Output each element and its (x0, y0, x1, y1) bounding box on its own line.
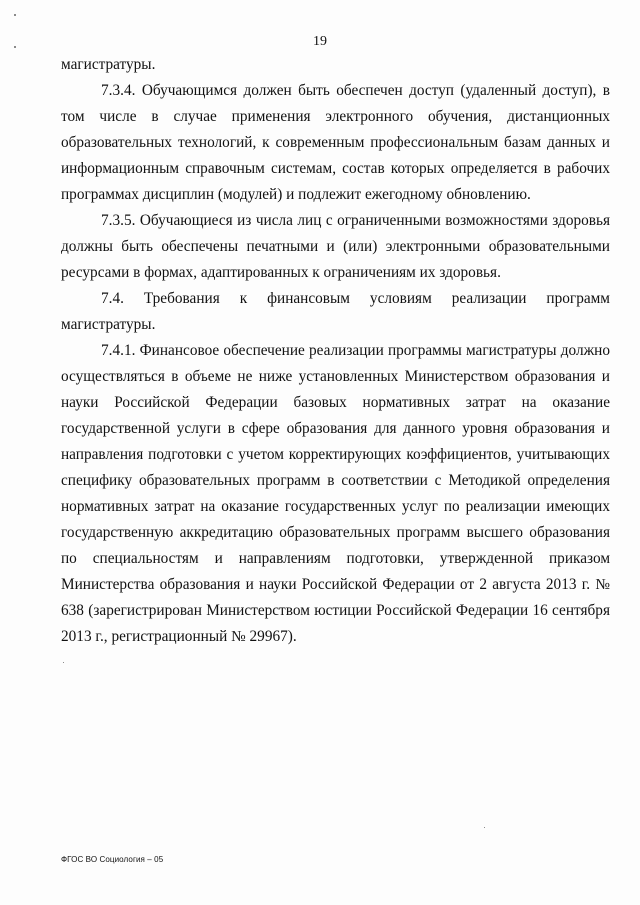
paragraph-7-3-5: 7.3.5. Обучающиеся из числа лиц с ограниченными возможностями здоровья должны быть обеспечены печатными и (или) электронными образовательными ресурсами в формах, адаптированных к ограничениям их здоровья. (61, 212, 610, 281)
scan-speck (14, 14, 16, 16)
paragraph-7-4-1: 7.4.1. Финансовое обеспечение реализации программы магистратуры должно осуществляться в объеме не ниже установленных Министерством образования и науки Российской Федерации базовых нормативных затрат на оказание государственной услуги в сфере образования для данного уровня образования и направления подготовки с учетом корректирующих коэффициентов, учитывающих специфику образовательных программ в соответствии с Методикой определения нормативных затрат на оказание государственных услуг по реализации имеющих государственную аккредитацию образовательных программ высшего образования по специальностям и направлениям подготовки, утвержденной приказом Министерства образования и науки Российской Федерации от 2 августа 2013 г. № 638 (зарегистрирован Министерством юстиции Российской Федерации 16 сентября 2013 г., регистрационный № 29967). (61, 342, 610, 645)
body-text (61, 52, 610, 650)
paragraph-continuation: магистратуры. (61, 56, 156, 73)
scan-speck (63, 662, 64, 663)
paragraph-7-3-4: 7.3.4. Обучающимся должен быть обеспечен доступ (удаленный доступ), в том числе в случае применения электронного обучения, дистанционных образовательных технологий, к современным профессиональным базам данных и информационным справочным системам, состав которых определяется в рабочих программах дисциплин (модулей) и подлежит ежегодному обновлению. (61, 82, 610, 203)
scan-speck (484, 827, 485, 828)
paragraph-7-4-heading: 7.4. Требования к финансовым условиям реализации программ магистратуры. (61, 290, 610, 333)
page-number: 19 (313, 34, 327, 49)
document-footer: ФГОС ВО Социология – 05 (61, 855, 164, 864)
